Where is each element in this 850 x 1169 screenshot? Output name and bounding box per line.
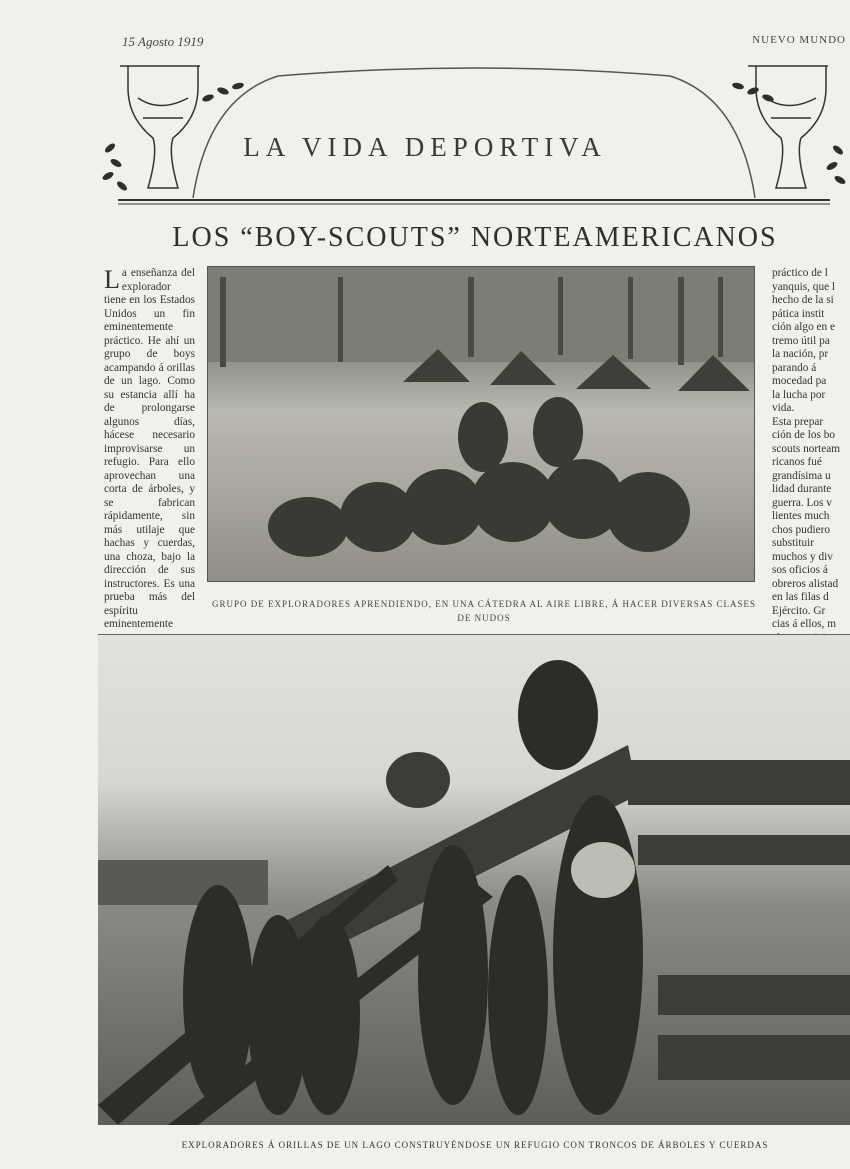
section-title: LA VIDA DEPORTIVA xyxy=(243,132,607,162)
text-line: Ejército. Gr xyxy=(772,604,826,617)
text-line: sos oficios á xyxy=(772,564,828,576)
text-line: la nación, pr xyxy=(772,348,829,360)
text-line: la lucha por xyxy=(772,388,826,401)
text-line: chos pudiero xyxy=(772,523,831,536)
text-line: parando á xyxy=(772,361,817,374)
text-line: scouts norteam xyxy=(772,442,841,455)
article-column-left xyxy=(104,267,195,632)
text-line: hecho de la si xyxy=(772,294,834,306)
article-text-left: a enseñanza del explorador tiene en los Estados Unidos un fin eminentemente práctico. He ahí un grupo de boys acampando á orillas de un lago. Como su estancia allí ha de prolongarse algunos días, hácese necesario improvisarse un refugio. Para ello aprovechan una corta de árboles, y se fabrican rápidamente, sin más utilaje que hachas y cuerdas, una choza, bajo la dirección de sus instructores. Es una prueba más del espíritu eminentemente xyxy=(104,267,195,630)
article-column-right xyxy=(772,267,850,672)
photo-scouts-building-shelter xyxy=(98,634,850,1125)
issue-date: 15 Agosto 1919 xyxy=(122,34,204,49)
text-line: guerra. Los v xyxy=(772,496,832,509)
text-line: substituir xyxy=(772,537,815,549)
text-line: ción algo en e xyxy=(772,321,836,333)
drop-cap: L xyxy=(104,265,120,294)
text-line: mocedad pa xyxy=(772,375,827,387)
text-line: cias á ellos, m xyxy=(772,618,836,630)
scouts-group-photo-icon xyxy=(208,267,754,581)
text-line: práctico de l xyxy=(772,267,828,279)
text-line: ricanos fué xyxy=(772,456,822,468)
text-line: yanquis, que l xyxy=(772,280,836,293)
scouts-shelter-photo-icon xyxy=(98,635,850,1125)
text-line: grandísima u xyxy=(772,469,831,482)
text-line: obreros alistad xyxy=(772,577,839,590)
magazine-name: NUEVO MUNDO xyxy=(752,34,846,46)
text-line: pática instit xyxy=(772,307,825,320)
article-headline: LOS “BOY-SCOUTS” NORTEAMERICANOS xyxy=(172,222,778,253)
text-line: muchos y div xyxy=(772,550,833,563)
photo-caption-bottom: EXPLORADORES Á ORILLAS DE UN LAGO CONSTRUYÉNDOSE UN REFUGIO CON TRONCOS DE ÁRBOLES Y CUERDAS xyxy=(181,1140,769,1150)
text-line: ción de los bo xyxy=(772,429,836,441)
text-line: vida. xyxy=(772,402,795,414)
text-line: en las filas d xyxy=(772,591,829,603)
text-line: tremo útil pa xyxy=(772,334,830,347)
text-line: lidad durante xyxy=(772,483,832,495)
photo-caption-top: GRUPO DE EXPLORADORES APRENDIENDO, EN UNA CÁTEDRA AL AIRE LIBRE, Á HACER DIVERSAS CLASES DE NUDOS xyxy=(212,599,756,623)
text-line: lientes much xyxy=(772,510,830,522)
text-line: Esta prepar xyxy=(772,415,824,428)
photo-scouts-knots xyxy=(207,266,755,582)
